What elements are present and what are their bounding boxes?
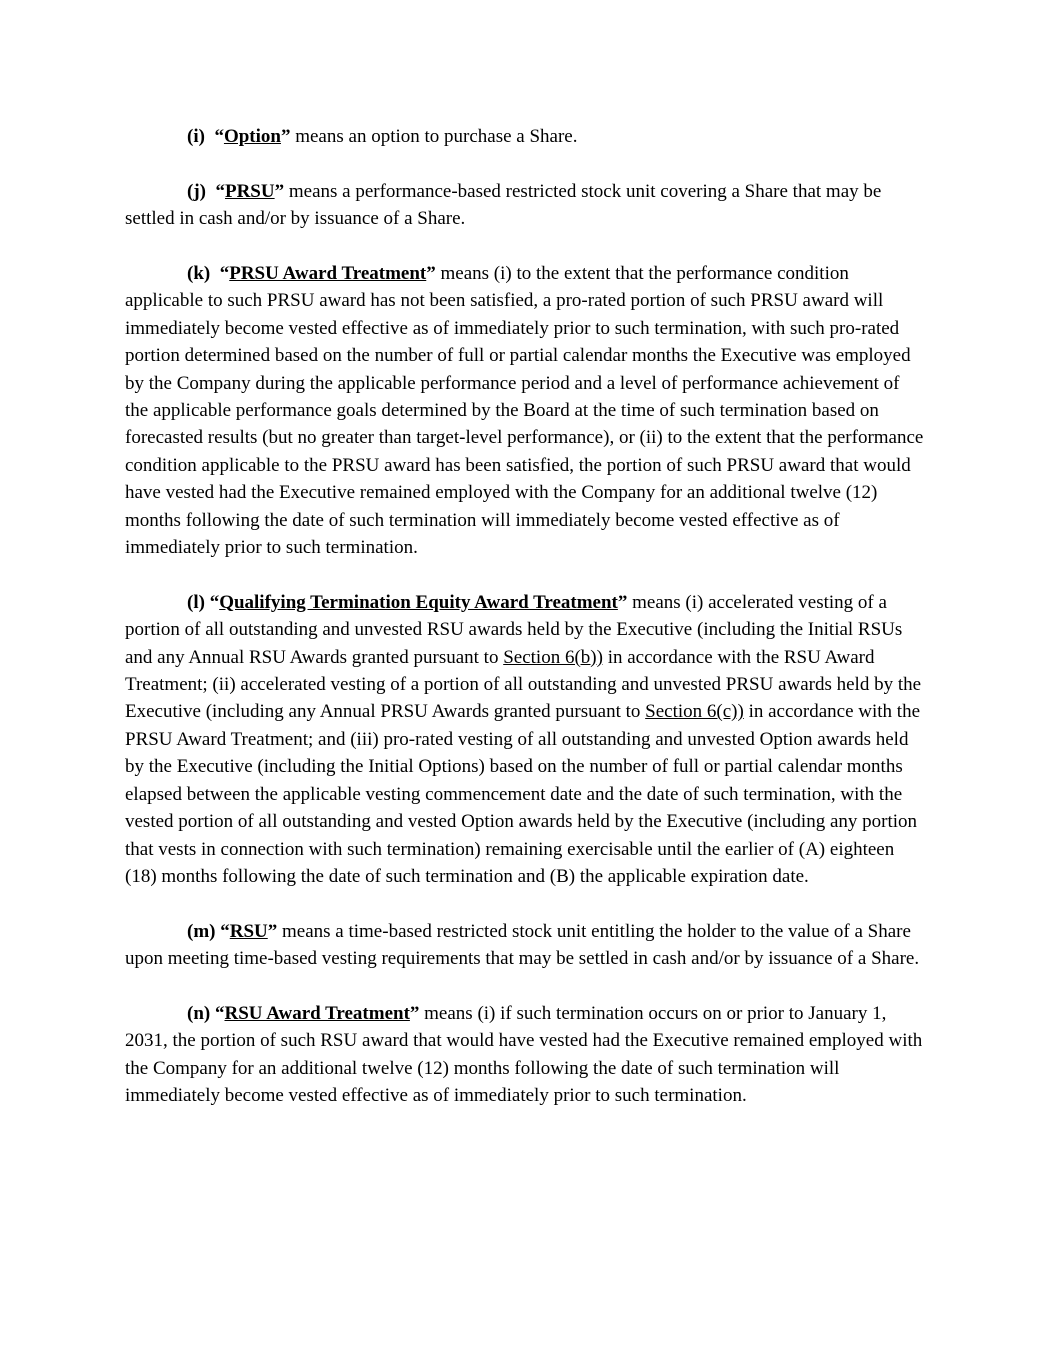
definition-prsu-award-treatment [125, 260, 925, 561]
close-quote: ” [617, 591, 628, 613]
section-reference-6c: Section 6(c)) [645, 701, 744, 723]
close-quote: ” [280, 126, 291, 147]
open-quote: “ [214, 1002, 225, 1024]
definition-qualifying-termination [125, 589, 925, 890]
defined-term: Option [223, 126, 281, 147]
definition-label: (k) [187, 263, 211, 284]
definition-rsu [125, 918, 925, 973]
document-page [125, 123, 925, 1110]
definition-text-end: in accordance with the PRSU Award Treatment; and (iii) pro-rated vesting of all outstanding and unvested Option awards held by the Executive (including the Initial Options) based on the number of full or partial calendar months elapsed between the applicable vesting commencement date and the date of such termination, with the vested portion of all outstanding and vested Option awards held by the Executive (including any portion that vests in connection with such termination) remaining exercisable until the earlier of (A) eighteen (18) months following the date of such termination and (B) the applicable expiration date. [125, 701, 921, 887]
definition-text-continued: in accordance with the RSU Award Treatment; (ii) accelerated vesting of a portion of all outstanding and unvested PRSU awards held by the Executive (including any Annual PRSU Awards granted pursuant to [125, 646, 922, 723]
definition-text: means (i) if such termination occurs on or prior to January 1, 2031, the portion of such RSU award that would have vested had the Executive remained employed with the Company for an additional twelve (12) months following the date of such termination will immediately become vested effective as of immediately prior to such termination. [125, 1002, 923, 1107]
definition-label: (j) [187, 180, 206, 202]
definition-label: (i) [187, 126, 205, 147]
open-quote: “ [214, 126, 224, 147]
definition-rsu-award-treatment [125, 1000, 925, 1110]
definition-label: (l) [187, 591, 205, 613]
close-quote: ” [274, 180, 285, 202]
open-quote: “ [219, 263, 230, 284]
definition-label: (n) [187, 1002, 211, 1024]
defined-term: PRSU [224, 180, 275, 202]
defined-term: RSU Award Treatment [224, 1002, 410, 1024]
open-quote: “ [220, 920, 230, 942]
definition-text: means an option to purchase a Share. [290, 126, 578, 147]
defined-term: RSU [229, 920, 268, 942]
definition-text: means a performance-based restricted stock unit covering a Share that may be settled in cash and/or by issuance of a Share. [125, 180, 882, 230]
close-quote: ” [426, 263, 436, 284]
definition-label: (m) [187, 920, 216, 942]
section-reference-6b: Section 6(b)) [503, 646, 603, 668]
open-quote: “ [215, 180, 225, 202]
defined-term: Qualifying Termination Equity Award Treatment [219, 591, 618, 613]
defined-term: PRSU Award Treatment [229, 263, 427, 284]
definition-option [125, 123, 925, 150]
open-quote: “ [209, 591, 220, 613]
close-quote: ” [267, 920, 278, 942]
definition-text: means (i) accelerated vesting of a portion of all outstanding and unvested RSU awards held by the Executive (including the Initial RSUs and any Annual RSU Awards granted pursuant to [125, 591, 903, 668]
definition-text: means (i) to the extent that the performance condition applicable to such PRSU award has not been satisfied, a pro-rated portion of such PRSU award will immediately become vested effective as of immediately prior to such termination, with such pro-rated portion determined based on the number of full or partial calendar months the Executive was employed by the Company during the applicable performance period and a level of performance achievement of the applicable performance goals determined by the Board at the time of such termination based on forecasted results (but no greater than target-level performance), or (ii) to the extent that the performance condition applicable to the PRSU award has been satisfied, the portion of such PRSU award that would have vested had the Executive remained employed with the Company for an additional twelve (12) months following the date of such termination will immediately become vested effective as of immediately prior to such termination. [125, 263, 924, 559]
definition-text: means a time-based restricted stock unit entitling the holder to the value of a Share upon meeting time-based vesting requirements that may be settled in cash and/or by issuance of a Share. [125, 920, 920, 970]
definition-prsu [125, 178, 925, 233]
close-quote: ” [409, 1002, 420, 1024]
